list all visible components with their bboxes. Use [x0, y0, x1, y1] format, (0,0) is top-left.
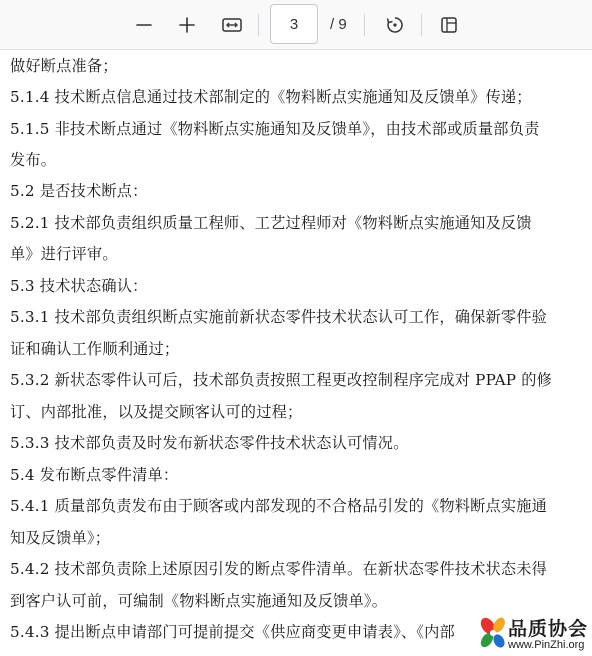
page-view-icon — [439, 15, 459, 35]
zoom-in-button[interactable] — [171, 9, 203, 41]
text-line: 5.3.1 技术部负责组织断点实施前新状态零件技术状态认可工作，确保新零件验 — [10, 308, 548, 326]
text-line: 单》进行评审。 — [10, 245, 118, 263]
toolbar-divider — [258, 14, 259, 36]
pdf-toolbar — [0, 0, 592, 50]
section-heading: 5.3 技术状态确认： — [10, 277, 148, 295]
text-line: 证和确认工作顺利通过； — [10, 340, 180, 358]
text-line: 5.1.4 技术断点信息通过技术部制定的《物料断点实施通知及反馈单》传递； — [10, 88, 532, 106]
text-line: 做好断点准备； — [10, 57, 118, 75]
rotate-button[interactable] — [379, 9, 411, 41]
text-line: 知及反馈单》； — [10, 529, 111, 547]
zoom-in-icon — [178, 16, 196, 34]
text-line: 5.2.1 技术部负责组织质量工程师、工艺过程师对《物料断点实施通知及反馈 — [10, 214, 532, 232]
zoom-out-icon — [135, 16, 153, 34]
text-line: 5.4.3 提出断点申请部门可提前提交《供应商变更申请表》、《内部 — [10, 623, 455, 641]
document-page — [0, 50, 592, 656]
text-line: 5.3.3 技术部负责及时发布新状态零件技术状态认可情况。 — [10, 434, 409, 452]
text-line: 发布。 — [10, 151, 57, 169]
fit-width-button[interactable] — [216, 9, 248, 41]
zoom-out-button[interactable] — [128, 9, 160, 41]
text-line: 5.1.5 非技术断点通过《物料断点实施通知及反馈单》，由技术部或质量部负责 — [10, 120, 540, 138]
text-line: 5.4.2 技术部负责除上述原因引发的断点零件清单。在新状态零件技术状态未得 — [10, 560, 548, 578]
rotate-icon — [385, 15, 405, 35]
watermark-title: 品质协会 — [508, 618, 589, 640]
toolbar-divider — [421, 14, 422, 36]
fit-width-icon — [221, 16, 243, 34]
section-heading: 5.2 是否技术断点： — [10, 182, 148, 200]
text-line: 订、内部批准，以及提交顾客认可的过程； — [10, 403, 303, 421]
text-line: 5.4.1 质量部负责发布由于顾客或内部发现的不合格品引发的《物料断点实施通 — [10, 497, 548, 515]
toolbar-divider — [364, 14, 365, 36]
section-heading: 5.4 发布断点零件清单： — [10, 466, 179, 484]
watermark-url: www.PinZhi.org — [508, 639, 585, 651]
text-line: 到客户认可前，可编制《物料断点实施通知及反馈单》。 — [10, 592, 388, 610]
page-total: / 9 — [330, 16, 347, 33]
page-view-button[interactable] — [433, 9, 465, 41]
watermark-logo — [478, 612, 592, 656]
page-number-input[interactable] — [270, 4, 318, 44]
flower-logo-icon — [478, 614, 508, 654]
text-line: 5.3.2 新状态零件认可后，技术部负责按照工程更改控制程序完成对 PPAP 的修 — [10, 371, 552, 389]
